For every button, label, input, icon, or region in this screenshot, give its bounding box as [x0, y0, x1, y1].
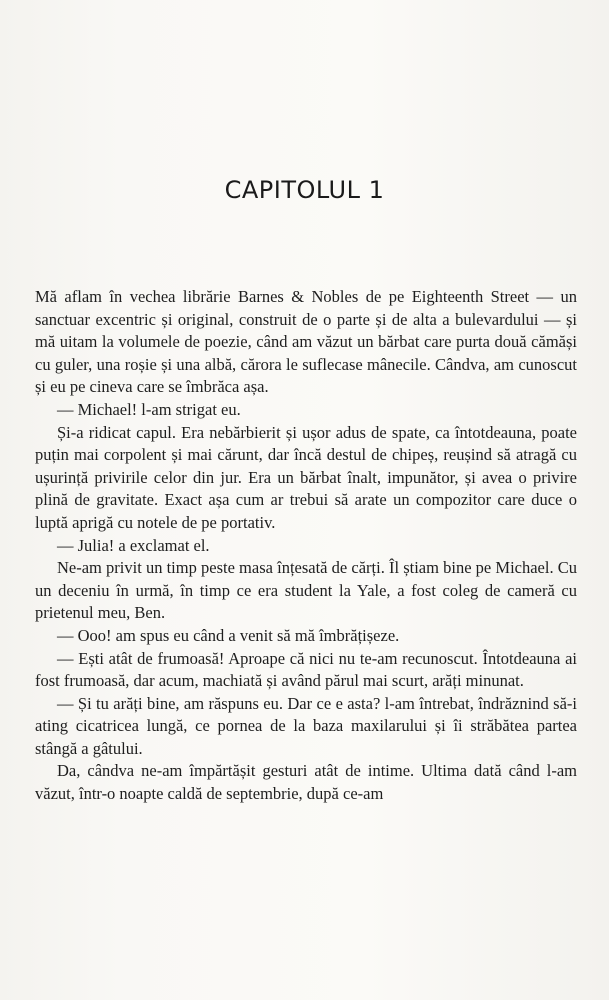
paragraph: — Michael! l-am strigat eu. — [57, 399, 241, 419]
paragraph: — Ești atât de frumoasă! Aproape că nici nu te-am recunoscut. Întotdeauna ai fost frumoasă, dar acum, machiată și având părul mai scurt, arăți minunat. — [35, 648, 577, 691]
paragraph: — Ooo! am spus eu când a venit să mă îmbrățișeze. — [57, 625, 400, 645]
paragraph: — Și tu arăți bine, am răspuns eu. Dar ce e asta? l-am întrebat, îndrăznind să-i ating cicatricea lungă, ce pornea de la baza maxilarului și îi străbătea partea stângă a gâtului. — [35, 693, 577, 758]
paragraph: — Julia! a exclamat el. — [57, 535, 210, 555]
chapter-title: CAPITOLUL 1 — [224, 176, 385, 204]
paragraph: Da, cândva ne-am împărtășit gesturi atât de intime. Ultima dată când l-am văzut, într-o noapte caldă de septembrie, după ce-am — [35, 761, 577, 804]
chapter-body — [35, 286, 577, 806]
paragraph: Și-a ridicat capul. Era nebărbierit și ușor adus de spate, ca întotdeauna, poate puțin mai corpolent și mai cărunt, dar încă destul de chipeș, reușind să atragă cu ușurință privirile celor din jur. Era un bărbat înalt, impunător, și avea o privire plină de gravitate. Exact așa cum ar trebui să arate un compozitor care duce o luptă aprigă cu notele de pe portativ. — [35, 422, 577, 532]
paragraph: Ne-am privit un timp peste masa înțesată de cărți. Îl știam bine pe Michael. Cu un deceniu în urmă, în timp ce era student la Yale, a fost coleg de cameră cu prietenul meu, Ben. — [35, 558, 577, 623]
paragraph: Mă aflam în vechea librărie Barnes & Nobles de pe Eighteenth Street — un sanctuar excentric și original, construit de o parte și de alta a bulevardului — și mă uitam la volumele de poezie, când am văzut un bărbat care purta două cămăși cu guler, una roșie și una albă, cărora le suflecase mânecile. Cândva, am cunoscut și eu pe cineva care se îmbrăca așa. — [35, 287, 577, 397]
